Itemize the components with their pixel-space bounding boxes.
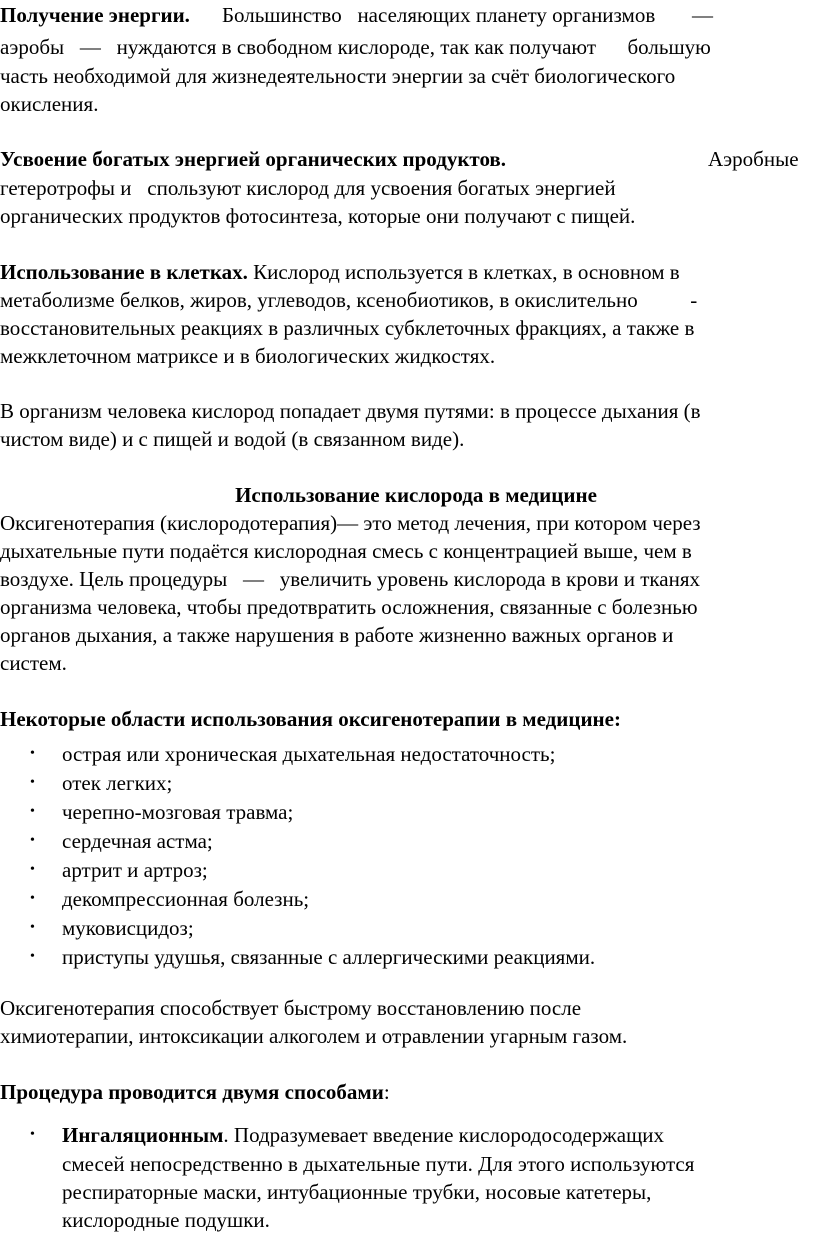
paragraph-cells-line-2: метаболизме белков, жиров, углеводов, ксенобиотиков, в окислительно -	[0, 288, 698, 312]
paragraph-oxygen-therapy-line-1: Оксигенотерапия (кислородотерапия)— это метод лечения, при котором через	[0, 511, 701, 535]
list-item-text: черепно-мозговая травма;	[62, 800, 294, 824]
paragraph-cells-line-3: восстановительных реакциях в различных субклеточных фракциях, а также в	[0, 316, 695, 340]
method-inhalation-line-1	[62, 1122, 664, 1148]
methods-heading	[0, 1079, 390, 1105]
list-item-text: декомпрессионная болезнь;	[62, 887, 310, 911]
section-heading-medicine: Использование кислорода в медицине	[235, 483, 597, 507]
paragraph-assimilation-line-1	[0, 146, 506, 172]
assimilation-title: Усвоение богатых энергией органических продуктов.	[0, 147, 507, 171]
paragraph-recovery-line-2: химиотерапии, интоксикации алкоголем и отравлении угарным газом.	[0, 1024, 628, 1048]
bullet-icon: •	[30, 804, 35, 819]
cells-text: Кислород используется в клетках, в основном в	[247, 260, 680, 284]
list-item	[0, 770, 816, 796]
assimilation-aerobic-word: Аэробные	[708, 147, 799, 171]
list-item-text: острая или хроническая дыхательная недостаточность;	[62, 742, 556, 766]
list-item-text: приступы удушья, связанные с аллергическими реакциями.	[62, 945, 596, 969]
method-inhalation-name: Ингаляционным	[62, 1123, 224, 1147]
list-item	[0, 799, 816, 825]
list-item-text: артрит и артроз;	[62, 858, 208, 882]
paragraph-energy-line-2: аэробы — нуждаются в свободном кислороде, так как получают большую	[0, 35, 711, 59]
method-inhalation-line-2: смесей непосредственно в дыхательные пути. Для этого используются	[62, 1152, 695, 1176]
method-inhalation-text: . Подразумевает введение кислородосодержащих	[223, 1123, 664, 1147]
bullet-icon: •	[30, 1127, 35, 1142]
paragraph-cells-line-1	[0, 259, 680, 285]
list-item-text: сердечная астма;	[62, 829, 213, 853]
list-item	[0, 857, 816, 883]
bullet-icon: •	[30, 920, 35, 935]
list-item	[0, 944, 816, 970]
list-item-text: отек легких;	[62, 771, 173, 795]
bullet-icon: •	[30, 949, 35, 964]
paragraph-oxygen-therapy-line-3: воздухе. Цель процедуры — увеличить уровень кислорода в крови и тканях	[0, 567, 701, 591]
list-item	[0, 1122, 816, 1148]
methods-title: Процедура проводится двумя способами	[0, 1080, 384, 1104]
areas-title: Некоторые области использования оксигенотерапии в медицине:	[0, 707, 621, 731]
cells-title: Использование в клетках.	[0, 260, 248, 284]
bullet-icon: •	[30, 862, 35, 877]
paragraph-cells-line-4: межклеточном матриксе и в биологических жидкостях.	[0, 344, 496, 368]
paragraph-oxygen-therapy-line-4: организма человека, чтобы предотвратить осложнения, связанные с болезнью	[0, 595, 698, 619]
paragraph-oxygen-therapy-line-5: органов дыхания, а также нарушения в работе жизненно важных органов и	[0, 623, 674, 647]
list-item	[0, 741, 816, 767]
energy-title: Получение энергии.	[0, 3, 190, 27]
list-item	[0, 915, 816, 941]
list-item	[0, 828, 816, 854]
methods-colon: :	[383, 1080, 390, 1104]
energy-text: Большинство населяющих планету организмов —	[221, 3, 713, 27]
bullet-icon: •	[30, 833, 35, 848]
paragraph-energy-line-4: окисления.	[0, 92, 99, 116]
paragraph-assimilation-line-2: гетеротрофы и спользуют кислород для усвоения богатых энергией	[0, 176, 616, 200]
bullet-icon: •	[30, 891, 35, 906]
paragraph-intake-line-1: В организм человека кислород попадает двумя путями: в процессе дыхания (в	[0, 399, 701, 423]
paragraph-oxygen-therapy-line-6: систем.	[0, 651, 67, 675]
method-inhalation-line-4: кислородные подушки.	[62, 1208, 270, 1232]
list-item	[0, 886, 816, 912]
paragraph-intake-line-2: чистом виде) и с пищей и водой (в связанном виде).	[0, 427, 465, 451]
method-inhalation-line-3: респираторные маски, интубационные трубки, носовые катетеры,	[62, 1180, 652, 1204]
paragraph-assimilation-line-3: органических продуктов фотосинтеза, которые они получают с пищей.	[0, 204, 636, 228]
areas-heading	[0, 706, 621, 732]
paragraph-energy-line-3: часть необходимой для жизнедеятельности энергии за счёт биологического	[0, 64, 676, 88]
paragraph-energy-line-1	[0, 2, 713, 28]
bullet-icon: •	[30, 746, 35, 761]
paragraph-oxygen-therapy-line-2: дыхательные пути подаётся кислородная смесь с концентрацией выше, чем в	[0, 539, 692, 563]
list-item-text: муковисцидоз;	[62, 916, 194, 940]
bullet-icon: •	[30, 775, 35, 790]
paragraph-recovery-line-1: Оксигенотерапия способствует быстрому восстановлению после	[0, 996, 582, 1020]
